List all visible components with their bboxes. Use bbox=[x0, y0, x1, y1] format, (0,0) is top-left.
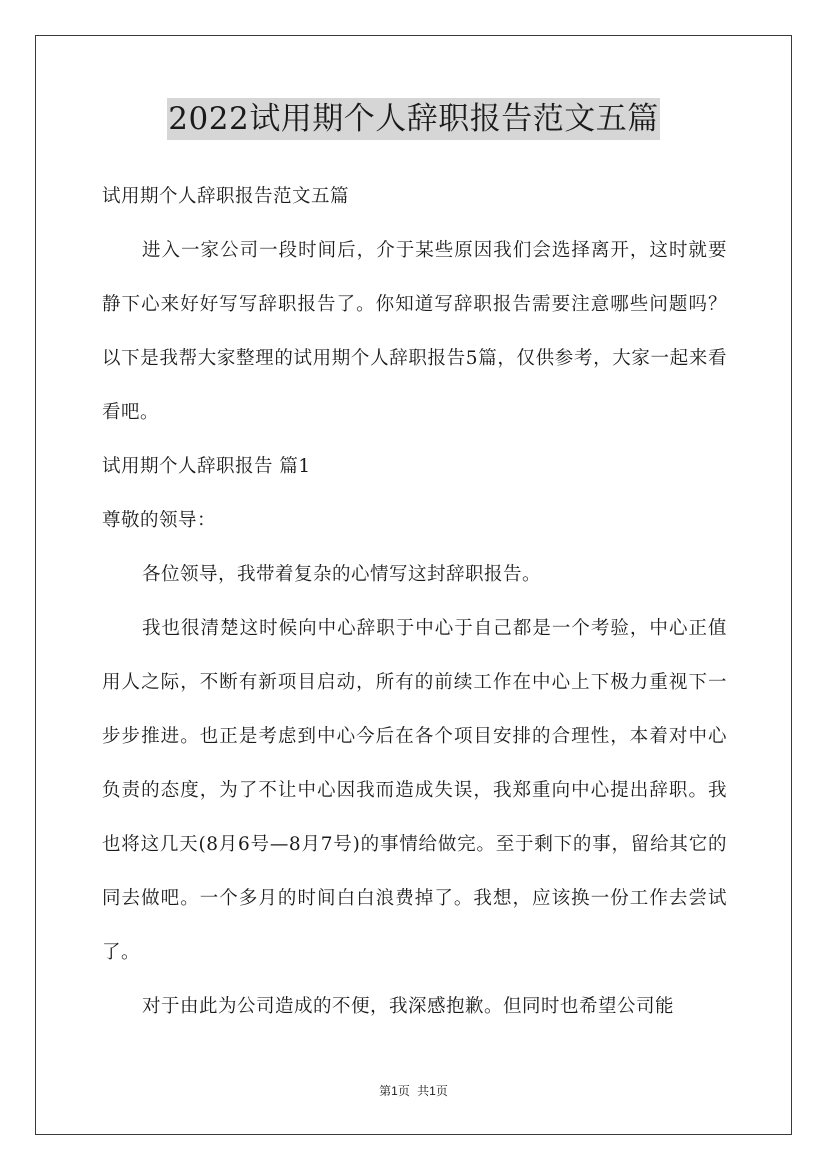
body-paragraph: 对于由此为公司造成的不便，我深感抱歉。但同时也希望公司能 bbox=[142, 996, 675, 1017]
document-title bbox=[0, 98, 827, 140]
intro-paragraph: 进入一家公司一段时间后，介于某些原因我们会选择离开，这时就要静下心来好好写写辞职报告了。你知道写辞职报告需要注意哪些问题吗？以下是我帮大家整理的试用期个人辞职报告5篇，仅供参考，大家一起来看看吧。 bbox=[102, 240, 727, 423]
page-footer bbox=[0, 1082, 827, 1099]
salutation: 尊敬的领导： bbox=[102, 510, 217, 531]
document-title-text: 2022试用期个人辞职报告范文五篇 bbox=[167, 98, 659, 140]
page-total: 共1页 bbox=[417, 1084, 448, 1098]
section-heading: 试用期个人辞职报告 篇1 bbox=[102, 456, 311, 477]
body-paragraph: 我也很清楚这时候向中心辞职于中心于自己都是一个考验，中心正值用人之际，不断有新项目启动，所有的前续工作在中心上下极力重视下一步步推进。也正是考虑到中心今后在各个项目安排的合理性，本着对中心负责的态度，为了不让中心因我而造成失误，我郑重向中心提出辞职。我也将这几天(8月6号—8月7号)的事情给做完。至于剩下的事，留给其它的同去做吧。一个多月的时间白白浪费掉了。我想，应该换一份工作去尝试了。 bbox=[102, 618, 727, 963]
page-number: 第1页 bbox=[379, 1084, 410, 1098]
subtitle-paragraph: 试用期个人辞职报告范文五篇 bbox=[102, 186, 350, 207]
document-body bbox=[102, 170, 727, 1034]
body-paragraph: 各位领导，我带着复杂的心情写这封辞职报告。 bbox=[142, 564, 542, 585]
